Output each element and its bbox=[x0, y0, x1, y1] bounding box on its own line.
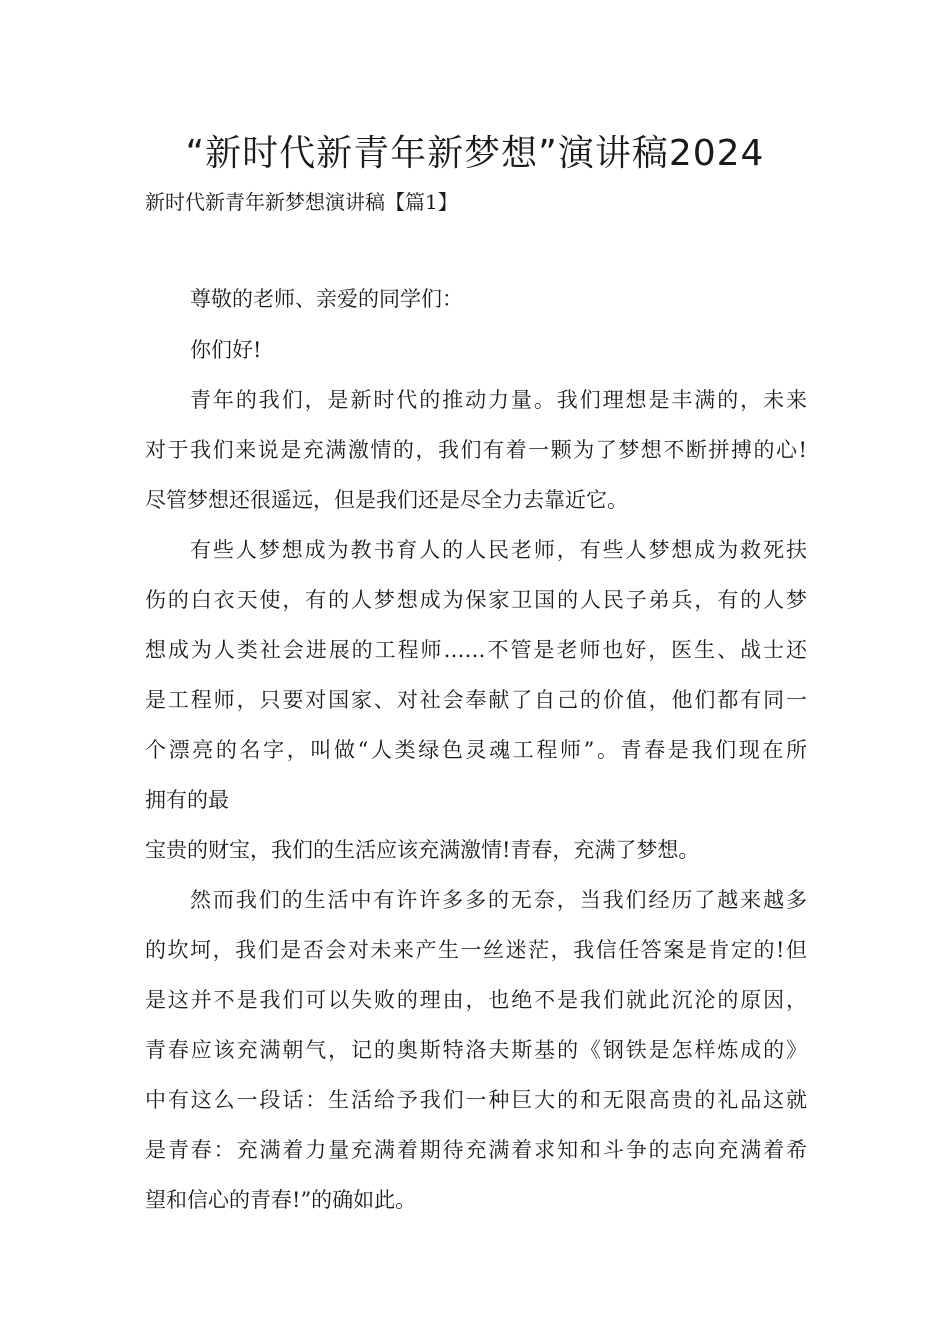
salutation-line: 你们好! bbox=[190, 338, 262, 362]
paragraph-line: 是工程师，只要对国家、对社会奉献了自己的价值，他们都有同一 bbox=[145, 688, 807, 712]
paragraph-line: 想成为人类社会进展的工程师……不管是老师也好，医生、战士还 bbox=[145, 638, 807, 662]
paragraph-line: 个漂亮的名字，叫做“人类绿色灵魂工程师”。青春是我们现在所 bbox=[145, 738, 807, 762]
section-heading: 新时代新青年新梦想演讲稿【篇1】 bbox=[145, 190, 458, 214]
paragraph-line: 的坎坷，我们是否会对未来产生一丝迷茫，我信任答案是肯定的!但 bbox=[145, 938, 807, 962]
paragraph-line: 宝贵的财宝，我们的生活应该充满激情!青春，充满了梦想。 bbox=[145, 838, 700, 862]
paragraph-line: 中有这么一段话：生活给予我们一种巨大的和无限高贵的礼品这就 bbox=[145, 1088, 807, 1112]
document-title: “新时代新青年新梦想”演讲稿2024 bbox=[185, 133, 765, 174]
paragraph-line: 青春应该充满朝气，记的奥斯特洛夫斯基的《钢铁是怎样炼成的》 bbox=[145, 1038, 807, 1062]
paragraph-line: 青年的我们，是新时代的推动力量。我们理想是丰满的，未来 bbox=[190, 388, 807, 412]
paragraph-line: 然而我们的生活中有许许多多的无奈，当我们经历了越来越多 bbox=[190, 888, 807, 912]
paragraph-line: 拥有的最 bbox=[145, 788, 229, 812]
paragraph-line: 是这并不是我们可以失败的理由，也绝不是我们就此沉沦的原因， bbox=[145, 988, 807, 1012]
paragraph-line: 有些人梦想成为教书育人的人民老师，有些人梦想成为救死扶 bbox=[190, 538, 807, 562]
greeting-line: 尊敬的老师、亲爱的同学们： bbox=[190, 287, 463, 311]
paragraph-line: 伤的白衣天使，有的人梦想成为保家卫国的人民子弟兵，有的人梦 bbox=[145, 588, 807, 612]
paragraph-line: 望和信心的青春!”的确如此。 bbox=[145, 1188, 417, 1212]
paragraph-line: 对于我们来说是充满激情的，我们有着一颗为了梦想不断拼搏的心! bbox=[145, 438, 807, 462]
paragraph-line: 是青春：充满着力量充满着期待充满着求知和斗争的志向充满着希 bbox=[145, 1138, 807, 1162]
paragraph-line: 尽管梦想还很遥远，但是我们还是尽全力去靠近它。 bbox=[145, 488, 628, 512]
